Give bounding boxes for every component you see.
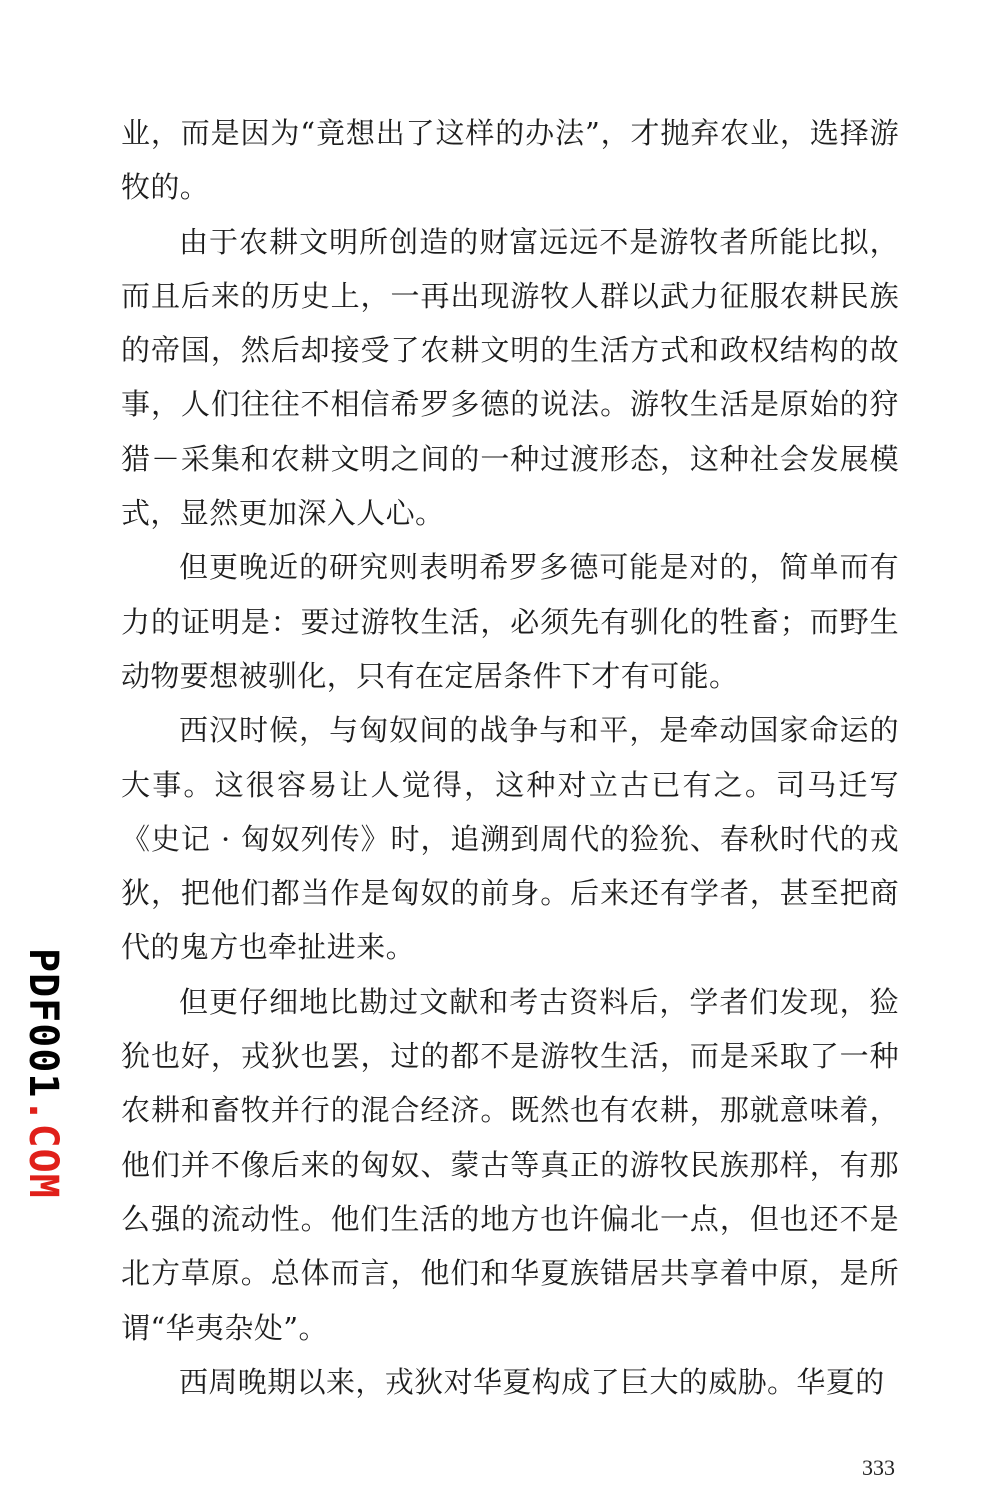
paragraph-1: 业，而是因为“竟想出了这样的办法”，才抛弃农业，选择游牧的。 (121, 116, 899, 205)
watermark-part-accent: .COM (20, 1098, 66, 1199)
body-text (121, 106, 899, 1409)
watermark-part-main: PDF001 (20, 948, 66, 1099)
paragraph-5: 但更仔细地比勘过文献和考古资料后，学者们发现，猃狁也好，戎狄也罢，过的都不是游牧生活，而是采取了一种农耕和畜牧并行的混合经济。既然也有农耕，那就意味着，他们并不像后来的匈奴、蒙古等真正的游牧民族那样，有那么强的流动性。他们生活的地方也许偏北一点，但也还不是北方草原。总体而言，他们和华夏族错居共享着中原，是所谓“华夷杂处”。 (121, 984, 899, 1345)
paragraph-3: 但更晚近的研究则表明希罗多德可能是对的，简单而有力的证明是：要过游牧生活，必须先有驯化的牲畜；而野生动物要想被驯化，只有在定居条件下才有可能。 (121, 550, 899, 693)
watermark-text (20, 948, 66, 1199)
watermark (20, 948, 66, 1198)
paragraph-4: 西汉时候，与匈奴间的战争与和平，是牵动国家命运的大事。这很容易让人觉得，这种对立古已有之。司马迁写《史记 · 匈奴列传》时，追溯到周代的猃狁、春秋时代的戎狄，把他们都当作是匈奴的前身。后来还有学者，甚至把商代的鬼方也牵扯进来。 (121, 713, 899, 965)
page-number: 333 (862, 1455, 895, 1480)
paragraph-2: 由于农耕文明所创造的财富远远不是游牧者所能比拟，而且后来的历史上，一再出现游牧人群以武力征服农耕民族的帝国，然后却接受了农耕文明的生活方式和政权结构的故事，人们往往不相信希罗多德的说法。游牧生活是原始的狩猎－采集和农耕文明之间的一种过渡形态，这种社会发展模式，显然更加深入人心。 (121, 224, 899, 531)
paragraph-6: 西周晚期以来，戎狄对华夏构成了巨大的威胁。华夏的 (179, 1364, 885, 1399)
